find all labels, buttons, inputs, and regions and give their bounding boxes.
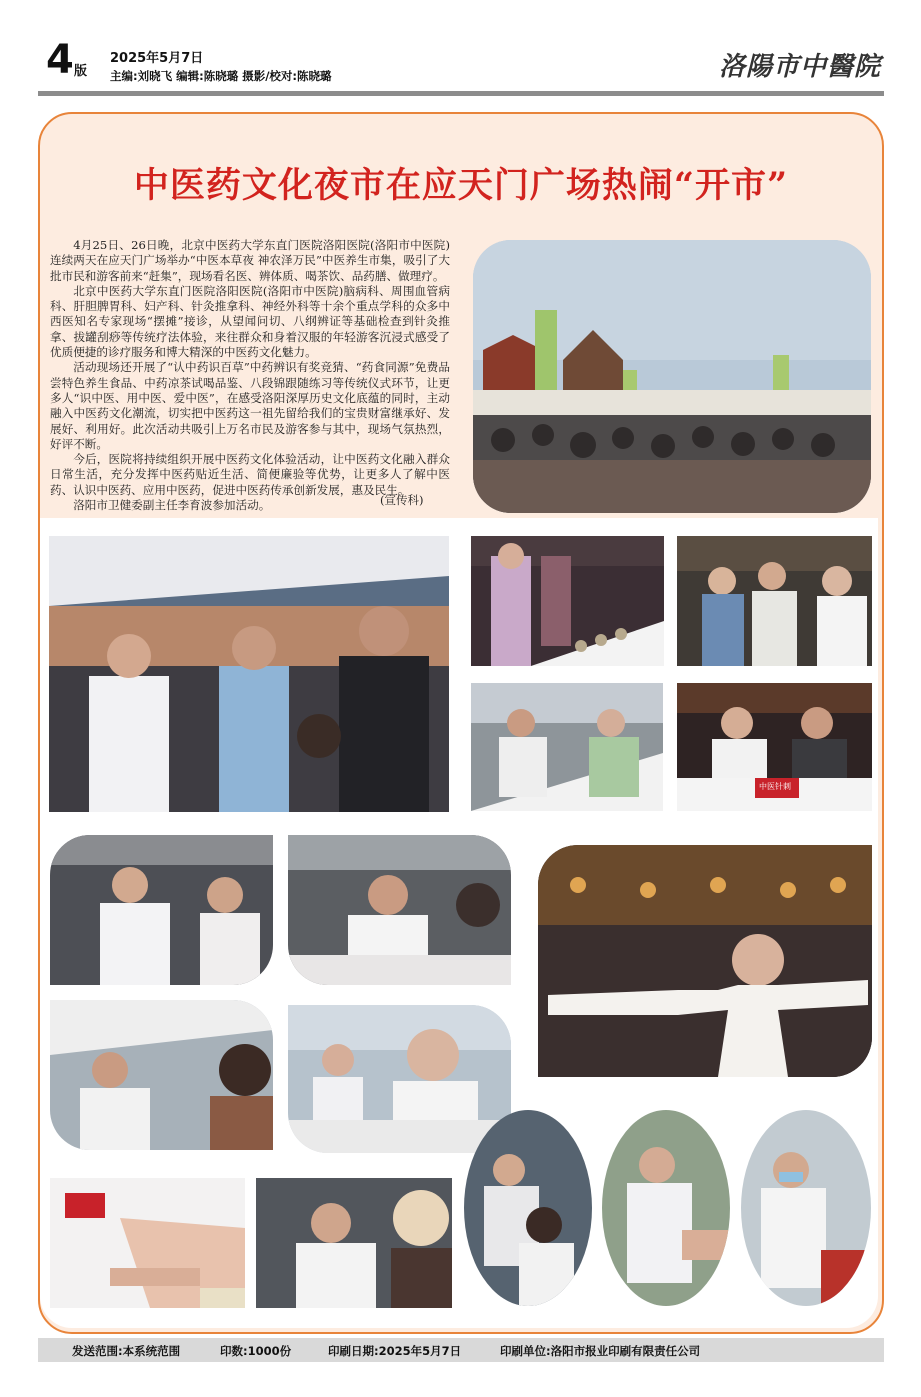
- paper-name-logo: 洛陽市中醫院: [718, 52, 881, 82]
- masthead: [0, 0, 921, 96]
- photo-doctor-pulse: [288, 835, 511, 985]
- editor-credits: 主编:刘晓飞 编辑:陈晓璐 摄影/校对:陈晓璐: [110, 69, 332, 83]
- photo-doctor-examining: [50, 835, 273, 985]
- paragraph: 4月25日、26日晚，北京中医药大学东直门医院洛阳医院(洛阳市中医院)连续两天在应天门广场举办“中医本草夜 神农泽万民”中医养生市集，吸引了大批市民和游客前来“赶集”，现场看名医、辨体质、喝茶饮、品药膳、做理疗。: [50, 238, 450, 283]
- footer-printer: 印刷单位:洛阳市报业印刷有限责任公司: [500, 1344, 701, 1358]
- paragraph: 活动现场还开展了“认中药识百草”中药辨识有奖竞猜、“药食同源”免费品尝特色养生食品、中药凉茶试喝品鉴、八段锦跟随练习等传统仪式环节，让更多人“识中医、用中医、爱中医”，在感受洛阳深厚历史文化底蕴的同时，主动融入中医药文化潮流，切实把中医药这一祖先留给我们的宝贵财富继承好、发展好、利用好。此次活动共吸引上万名市民及游客参与其中，现场气氛热烈，好评不断。: [50, 360, 450, 451]
- photo-masked-nurse: [741, 1110, 871, 1306]
- page-suffix: 版: [74, 64, 88, 79]
- photo-head-massage: [464, 1110, 592, 1306]
- footer-print-count: 印数:1000份: [220, 1344, 292, 1358]
- page-number: 4: [46, 37, 74, 83]
- photo-acupuncture-hand: [50, 1178, 245, 1308]
- photo-arm-treatment: [602, 1110, 730, 1306]
- booth-sign: 中医针刺: [759, 782, 791, 791]
- photo-outdoor-consult: [50, 1000, 273, 1150]
- photo-baduanjin-exercise: [538, 845, 872, 1077]
- photo-herb-display: [471, 536, 664, 666]
- photo-night-consult: [677, 683, 872, 811]
- photo-plaza-crowd: [473, 240, 871, 513]
- photo-smiling-doctor: [256, 1178, 452, 1308]
- paragraph: 北京中医药大学东直门医院洛阳医院(洛阳市中医院)脑病科、周围血管病科、肝胆脾胃科、妇产科、针灸推拿科、神经外科等十余个重点学科的众多中西医知名专家现场“摆摊”接诊，从望闻问切、八纲辨证等基础检查到针灸推拿、拔罐刮痧等传统疗法体验，来往群众和身着汉服的年轻游客沉浸式感受了优质便捷的诊疗服务和博大精深的中医药文化魅力。: [50, 283, 450, 360]
- byline: (宣传科): [380, 493, 424, 507]
- photo-consult-hanfu: [471, 683, 663, 811]
- paragraph: 今后，医院将持续组织开展中医药文化体验活动，让中医药文化融入群众日常生活，充分发挥中医药贴近生活、简便廉验等优势，让更多人了解中医药、认识中医药、应用中医药，促进中医药传承创新发展，惠及民生。: [50, 452, 450, 497]
- footer-bar: [38, 1338, 884, 1362]
- photo-children-booth: [677, 536, 872, 666]
- headline: 中医药文化夜市在应天门广场热闹“开市”: [133, 165, 789, 206]
- photo-female-doctor: [288, 1005, 511, 1153]
- masthead-rule: [38, 91, 884, 96]
- paragraph: 洛阳市卫健委副主任李育波参加活动。: [73, 498, 271, 513]
- issue-date: 2025年5月7日: [110, 51, 204, 66]
- footer-distribution: 发送范围:本系统范围: [72, 1344, 181, 1358]
- footer-print-date: 印刷日期:2025年5月7日: [328, 1344, 462, 1358]
- article-body: [50, 238, 450, 513]
- photo-officials-visit: [49, 536, 449, 812]
